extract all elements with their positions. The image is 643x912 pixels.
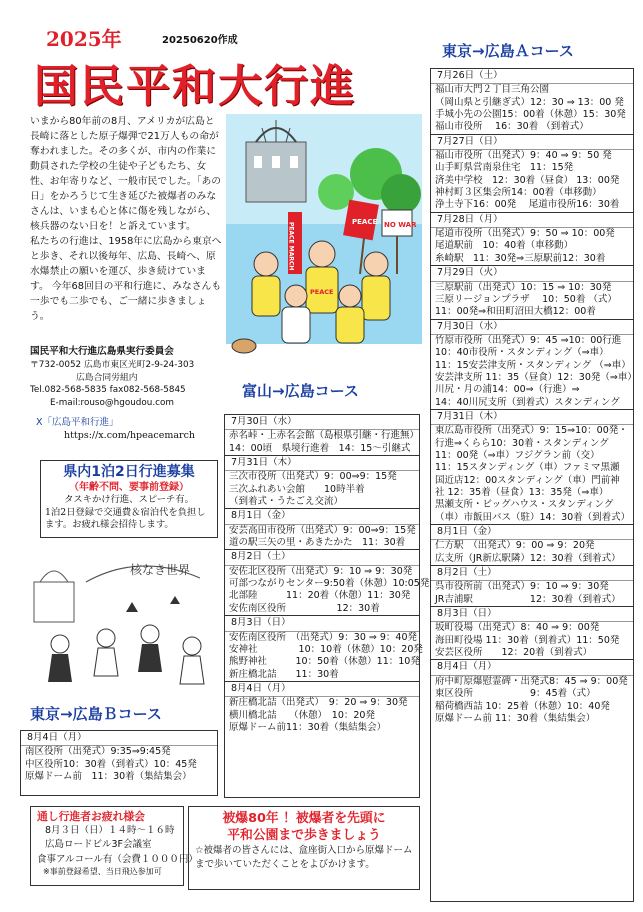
schedule-row: 新庄橋北詰（出発式） 9：20 ⇒ 9：30発 — [229, 697, 408, 709]
schedule-row: 南区役所（出発式）9:35⇒9:45発 — [25, 746, 171, 758]
day-date: 7月31日（木） — [431, 410, 633, 425]
schedule-row: 可部つながりセンター9:50着（休憩）10:05発 — [229, 578, 430, 590]
schedule-row: 中区役所10：30着（到着式）10：45発 — [25, 758, 197, 770]
schedule-row: 横川橋北詰 （休憩） 10：20発 — [229, 709, 375, 721]
organizer-building: 広島合同労組内 — [76, 372, 138, 383]
recruit-subheading: （年齢不問、要事前登録） — [69, 482, 189, 494]
day-date: 7月26日（土） — [431, 69, 633, 84]
schedule-row: 済美中学校 12：30着（昼食） 13：00発 — [435, 174, 620, 186]
toyama-course-title: 富山→広島コース — [242, 382, 359, 400]
organizer-address: 〒732-0052 広島市東区光町2-9-24-303 — [30, 359, 195, 370]
toyama-day-6 — [225, 681, 419, 734]
schedule-row: 福山市役所 16：30着 （到着式） — [435, 121, 589, 133]
kids-banner-text: 核なき世界 — [130, 563, 191, 577]
peace-march-illustration — [226, 114, 422, 366]
day-date: 8月2日（土） — [431, 566, 633, 581]
schedule-row: 手城小先の公園15：00着（休憩）15：30発 — [435, 109, 626, 121]
schedule-row: 原爆ドーム前11：30着（集結集会） — [229, 721, 387, 733]
schedule-row: 行進⇒くらら10：30着・スタンディング — [435, 437, 609, 449]
schedule-row: 新庄橋北詰 11：30着 — [229, 668, 339, 680]
toyama-day-2 — [225, 455, 419, 508]
schedule-row: 11：15安芸津支所・スタンディング （⇒車） — [435, 359, 631, 371]
party-note: ※事前登録希望、当日飛込参加可 — [43, 866, 162, 876]
schedule-row: JR吉浦駅 12：30着（到着式） — [435, 593, 621, 605]
atomic-dome-sketch-icon — [34, 571, 74, 622]
toyama-course-schedule — [224, 414, 430, 798]
b-course-title: 東京→広島Ｂコース — [30, 705, 162, 723]
schedule-row: 府中町原爆慰霊碑・出発式8：45 ⇒ 9：00発 — [435, 675, 628, 687]
schedule-row: 川尻・月の浦14：00⇒（行進）⇒ — [435, 384, 580, 396]
schedule-row: 仁方駅 （出発式）9：00 ⇒ 9：20発 — [435, 540, 595, 552]
a-day-8 — [431, 565, 633, 606]
day-date: 8月3日（日） — [225, 616, 419, 631]
schedule-row: 安佐南区役所 12：30着 — [229, 602, 380, 614]
toyama-day-5 — [225, 615, 423, 681]
x-account-url[interactable]: https://x.com/hpeacemarch — [64, 430, 196, 442]
schedule-row: 安佐南区役所 （出発式）9：30 ⇒ 9：40発 — [229, 631, 418, 643]
a-course-title: 東京→広島Ａコース — [442, 42, 574, 60]
recruit-heading: 県内1泊2日行進募集 — [63, 464, 195, 480]
vest-text: PEACE — [310, 288, 334, 296]
schedule-row: 三原リージョンプラザ 10：50着 （式） — [435, 293, 617, 305]
schedule-row: 北部陸 11：20着（休憩）11：30発 — [229, 590, 411, 602]
toyama-day-1 — [225, 415, 419, 455]
a-day-6 — [431, 409, 633, 524]
a-day-1 — [431, 69, 633, 134]
children-figures — [48, 596, 204, 684]
schedule-row: 原爆ドーム前 11：30着（集結集会） — [435, 712, 596, 724]
schedule-row: 赤名峠・上赤名会館（島根県引継・行進無） — [229, 430, 420, 442]
schedule-row: 稲荷橋西詰 10：25着（休憩）10：40発 — [435, 700, 610, 712]
day-date: 8月1日（金） — [225, 509, 419, 524]
schedule-row: 東区役所 9：45着（式） — [435, 688, 596, 700]
day-date: 7月29日（火） — [431, 266, 633, 281]
recruit-body-2: 1泊2日登録で交通費＆宿泊代を負担します。お疲れ様会招待します。 — [45, 506, 206, 531]
schedule-row: 竹原市役所（出発式）9：45 ⇒10：00行進 — [435, 334, 622, 346]
schedule-row: 安芸津支所 11：35（昼食）12：30発（⇒車） — [435, 371, 637, 383]
organizer-phone: Tel.082-568-5835 fax082-568-5845 — [30, 385, 186, 396]
a-day-10 — [431, 659, 633, 725]
schedule-row: 安神社 10：10着（休憩）10：20発 — [229, 643, 423, 655]
schedule-row: 国近店12：00スタンディング（車）門前神 — [435, 474, 620, 486]
recruit-body-1: タスキかけ行進、スピーチ有。 — [64, 494, 194, 506]
schedule-row: 11：00発（⇒車）フジグラン前（交） — [435, 449, 600, 461]
day-date: 8月1日（金） — [431, 525, 633, 540]
schedule-row: 尾道駅前 10：40着（車移動） — [435, 240, 574, 252]
appeal-line-2: 平和公園まで歩きましょう — [227, 827, 381, 843]
sign-text-2: NO WAR — [384, 221, 417, 229]
schedule-row: 福山市大門２丁目三角公園 — [435, 84, 550, 96]
intro-paragraph-1: いまから80年前の8月、アメリカが広島と長崎に落とした原子爆弾で21万人もの命が奪われました。その多くが、市内の作業に動員された学校の生徒や子どもたち、女性、お年寄りなど、一般市民でした。「あの日」をかろうじて生き延びた被爆者のみなさんは、いまも心と体に傷を残しながら、核兵器のない日を！と訴えています。 — [30, 116, 222, 232]
schedule-row: 熊野神社 10：50着（休憩）11：10発 — [229, 656, 420, 668]
schedule-row: 浄土寺下16：00発 尾道市役所16：30着 — [435, 199, 620, 211]
sign-text-1: PEACE — [352, 218, 378, 226]
day-date: 8月4日（月） — [431, 660, 633, 675]
day-date: 8月4日（月） — [225, 682, 419, 697]
appeal-line-1: 被爆80年 ！被爆者を先頭に — [222, 811, 386, 826]
a-day-3 — [431, 212, 633, 265]
schedule-row: （車）市飯田バス（駐）14：30着（到着式） — [435, 511, 631, 523]
a-day-9 — [431, 606, 633, 659]
schedule-row: 海田町役場 11：30着（到着式）11：50発 — [435, 634, 620, 646]
schedule-row: 福山市役所（出発式）9：40 ⇒ 9：50 発 — [435, 150, 612, 162]
schedule-row: 三次ふれあい会館 10時半着 — [229, 483, 365, 495]
organizer-info — [30, 345, 220, 410]
page-title: 国民平和大行進 — [34, 61, 356, 112]
schedule-row: 山手町県営南泉住宅 11：15発 — [435, 162, 574, 174]
schedule-row: 三原駅前（出発式）10：15 ⇒ 10：30発 — [435, 281, 612, 293]
toyama-day-3 — [225, 508, 419, 549]
schedule-row: 道の駅三矢の里・あきたかた 11：30着 — [229, 537, 406, 549]
recruit-box — [40, 460, 218, 538]
appeal-box — [188, 806, 420, 890]
day-date: 8月4日（月） — [21, 731, 217, 746]
day-date: 8月2日（土） — [225, 550, 419, 565]
schedule-row: 安芸高田市役所（出発式）9：00⇒9：15発 — [229, 524, 416, 536]
schedule-row: （到着式・うたごえ交流） — [229, 496, 344, 508]
toyama-day-4 — [225, 549, 430, 615]
day-date: 7月28日（月） — [431, 213, 633, 228]
party-box — [30, 806, 198, 886]
schedule-row: 社 12：35着（昼食）13：35発（⇒車） — [435, 487, 609, 498]
schedule-row: 安芸区役所 12：20着（到着式） — [435, 647, 593, 659]
party-heading: 通し行進者お疲れ様会 — [37, 810, 145, 823]
b-course-schedule — [20, 730, 218, 796]
party-food: 食事アルコール有（会費１０００円） — [37, 853, 198, 865]
organizer-email[interactable]: E-mail:rouso@hgoudou.com — [50, 398, 174, 409]
schedule-row: 14：40川尻支所（到着式）スタンディング — [435, 396, 620, 408]
a-day-5 — [431, 319, 637, 409]
a-day-4 — [431, 265, 633, 318]
created-date: 20250620作成 — [162, 35, 238, 46]
day-date: 7月31日（木） — [225, 456, 419, 471]
appeal-body: ☆被爆者の皆さんには、盒座街入口から原爆ドームまで歩いていただくことをよびかけます。 — [195, 845, 413, 870]
schedule-row: 14：00頃 県境行進着 14：15～引継式 — [229, 442, 411, 454]
schedule-row: 11：15スタンディング（車）ファミマ黒瀬 — [435, 462, 620, 474]
schedule-row: 10：40市役所・スタンディング（⇒車） — [435, 347, 609, 359]
year-label: 2025年 — [46, 27, 122, 51]
a-course-schedule — [430, 68, 637, 902]
schedule-row: 安佐北区役所（出発式）9：10 ⇒ 9：30発 — [229, 565, 413, 577]
party-place: 広島ロードビル3F会議室 — [45, 839, 152, 851]
day-date: 7月30日（水） — [225, 415, 419, 430]
schedule-row: 尾道市役所（出発式）9：50 ⇒ 10：00発 — [435, 228, 615, 240]
intro-paragraph-2: 私たちの行進は、1958年に広島から東京へと歩き、それ以後毎年、広島、長崎へ、原水爆禁止の願いを運び、歩き続けています。 今年68回目の平和行進に、みなさんも一歩でも二歩でも、ご一緒に歩きましょう。 — [30, 235, 222, 322]
schedule-row: 黒瀬支所・ビッグハウス・スタンディング — [435, 499, 614, 511]
a-day-7 — [431, 524, 633, 565]
schedule-row: 坂町役場（出発式）8：40 ⇒ 9：00発 — [435, 622, 600, 634]
schedule-row: 神村町３区集会所14：00着（車移動） — [435, 187, 602, 199]
schedule-row: 呉市役所前（出発式）9：10 ⇒ 9：30発 — [435, 581, 609, 593]
schedule-row: （岡山県と引継ぎ式）12：30 ⇒ 13：00 発 — [435, 96, 624, 108]
day-date: 8月3日（日） — [431, 607, 633, 622]
banner-text: PEACE MARCH — [287, 222, 295, 271]
schedule-row: 三次市役所（出発式）9：00⇒9：15発 — [229, 471, 397, 483]
schedule-row: 広支所（JR新広駅隣）12：30着（到着式） — [435, 552, 621, 564]
a-day-2 — [431, 134, 633, 212]
day-date: 7月27日（日） — [431, 135, 633, 150]
day-date: 7月30日（水） — [431, 320, 633, 335]
organizer-name: 国民平和大行進広島県実行委員会 — [30, 346, 174, 357]
x-account-label: X「広島平和行進」 — [36, 417, 119, 428]
children-illustration — [30, 542, 216, 694]
schedule-row: 東広島市役所（出発式）9：15⇒10：00発・ — [435, 425, 628, 437]
schedule-row: 糸崎駅 11：30発⇒三原駅前12：30着 — [435, 252, 606, 264]
schedule-row: 11：00発⇒和田町沼田大橋12：00着 — [435, 306, 596, 318]
party-date: 8月３日（日）１４時～１６時 — [45, 825, 175, 837]
x-account — [36, 416, 226, 443]
intro-text — [30, 115, 222, 325]
schedule-row: 原爆ドーム前 11：30着（集結集会） — [25, 771, 192, 783]
peace-march-banner — [288, 212, 303, 274]
